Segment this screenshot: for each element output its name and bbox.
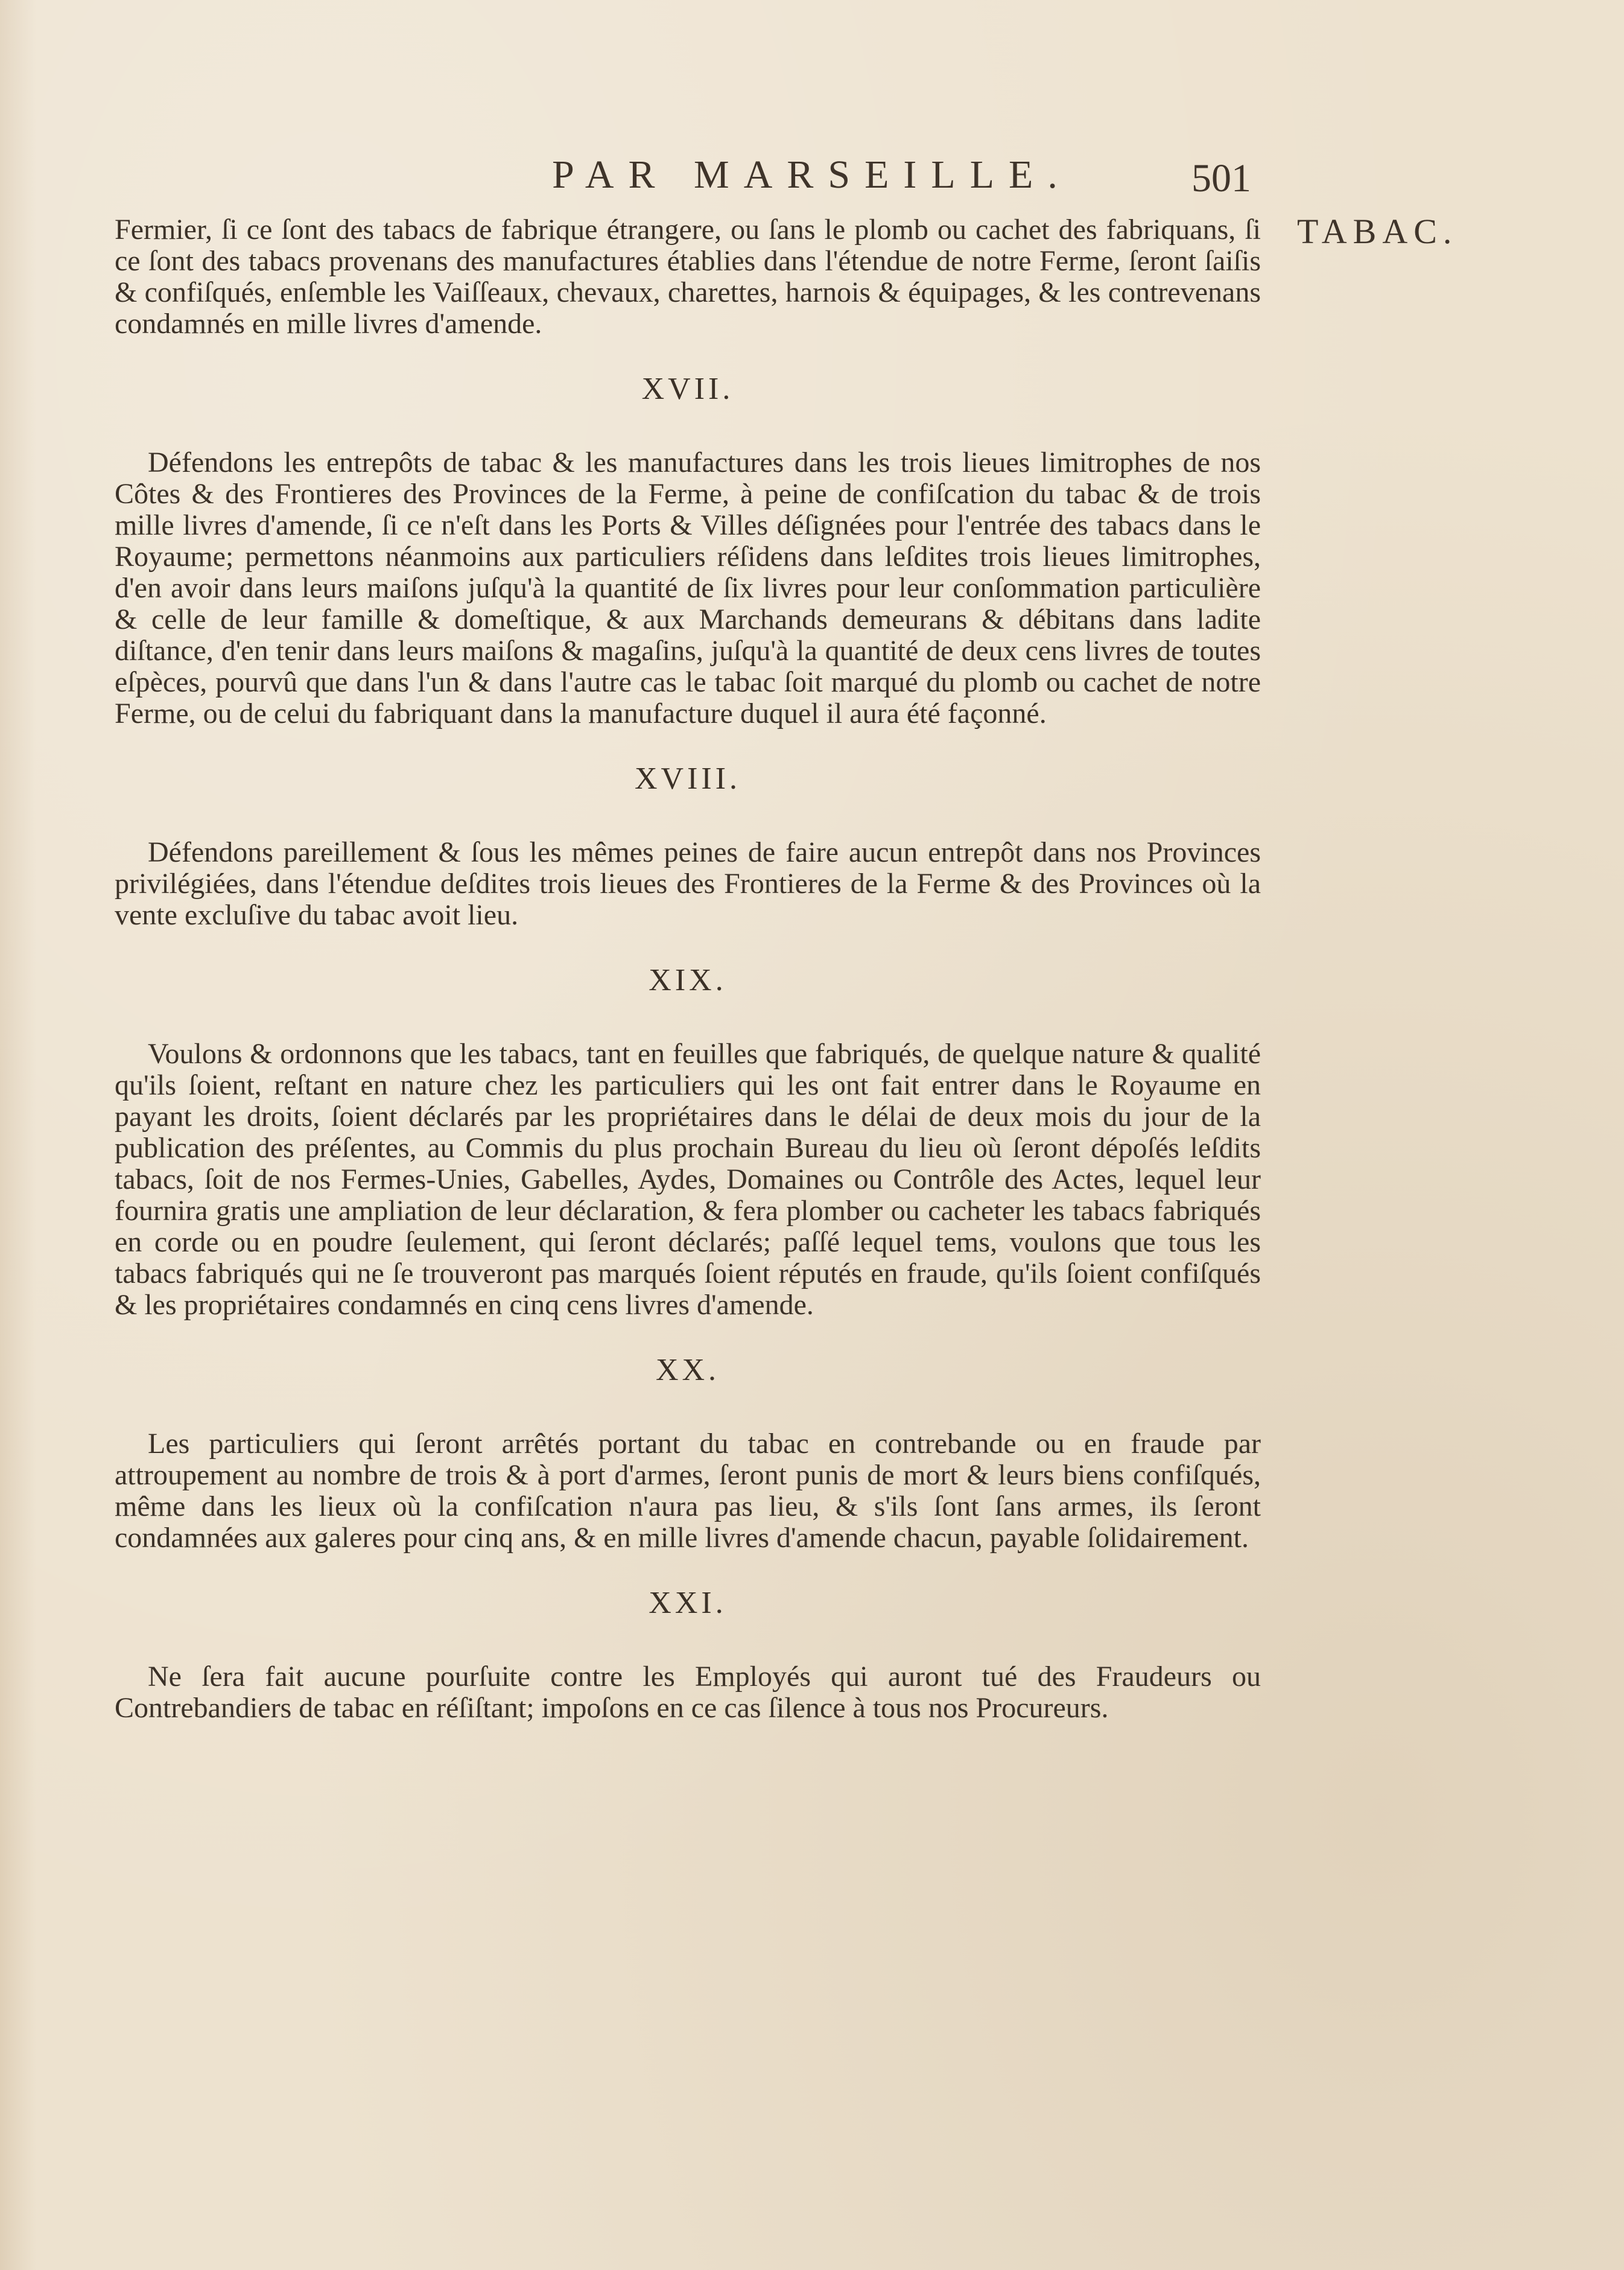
article-heading-xx: XX. xyxy=(655,1353,720,1387)
article-text-xxi: Ne ſera fait aucune pourſuite contre les Employés qui auront tué des Fraudeurs ou Contrebandiers de tabac en réſiſtant; impoſons en ce cas ſilence à tous nos Procureurs. xyxy=(115,1661,1261,1724)
article-heading-xxi: XXI. xyxy=(649,1586,727,1620)
article-text-xx: Les particuliers qui ſeront arrêtés portant du tabac en contrebande ou en fraude par attroupement au nombre de trois & à port d'armes, ſeront punis de mort & leurs biens confiſqués, même dans les lieux où la confiſcation n'aura pas lieu, & s'ils ſont ſans armes, ils ſeront condamnées aux galeres pour cinq ans, & en mille livres d'amende chacun, payable ſolidairement. xyxy=(115,1428,1261,1554)
article-heading-xvii: XVII. xyxy=(641,372,734,406)
article-heading-xviii: XVIII. xyxy=(634,761,741,796)
running-header: PAR MARSEILLE. xyxy=(552,153,1072,197)
article-text-xix: Voulons & ordonnons que les tabacs, tant en feuilles que fabriqués, de quelque nature & qualité qu'ils ſoient, reſtant en nature chez les particuliers qui les ont fait entrer dans le Royaume en payant les droits, ſoient déclarés par les propriétaires dans le délai de deux mois du jour de la publication des préſentes, au Commis du plus prochain Bureau du lieu où ſeront dépoſés leſdits tabacs, ſoit de nos Fermes-Unies, Gabelles, Aydes, Domaines ou Contrôle des Actes, lequel leur fournira gratis une ampliation de leur déclaration, & fera plomber ou cacheter les tabacs fabriqués en corde ou en poudre ſeulement, qui ſeront déclarés; paſſé lequel tems, voulons que tous les tabacs fabriqués qui ne ſe trouveront pas marqués ſoient réputés en fraude, qu'ils ſoient confiſqués & les propriétaires condamnés en cinq cens livres d'amende. xyxy=(115,1038,1261,1321)
article-text-xvii: Défendons les entrepôts de tabac & les manufactures dans les trois lieues limitrophes de nos Côtes & des Frontieres des Provinces de la Ferme, à peine de confiſcation du tabac & de trois mille livres d'amende, ſi ce n'eſt dans les Ports & Villes déſignées pour l'entrée des tabacs dans le Royaume; permettons néanmoins aux particuliers réſidens dans leſdites trois lieues limitrophes, d'en avoir dans leurs maiſons juſqu'à la quantité de ſix livres pour leur conſommation particulière & celle de leur famille & domeſtique, & aux Marchands demeurans & débitans dans ladite diſtance, d'en tenir dans leurs maiſons & magaſins, juſqu'à la quantité de deux cens livres de toutes eſpèces, pourvû que dans l'un & dans l'autre cas le tabac ſoit marqué du plomb ou cachet de notre Ferme, ou de celui du fabriquant dans la manufacture duquel il aura été façonné. xyxy=(115,447,1261,730)
article-text-xviii: Défendons pareillement & ſous les mêmes peines de faire aucun entrepôt dans nos Provinces privilégiées, dans l'étendue deſdites trois lieues des Frontieres de la Ferme & des Provinces où la vente excluſive du tabac avoit lieu. xyxy=(115,836,1261,931)
margin-note: TABAC. xyxy=(1297,212,1458,251)
article-heading-xix: XIX. xyxy=(649,963,727,997)
document-body xyxy=(115,214,1261,1724)
continuation-paragraph: Fermier, ſi ce ſont des tabacs de fabrique étrangere, ou ſans le plomb ou cachet des fabriquans, ſi ce ſont des tabacs provenans des manufactures établies dans l'étendue de notre Ferme, ſeront ſaiſis & confiſqués, enſemble les Vaiſſeaux, chevaux, charettes, harnois & équipages, & les contrevenans condamnés en mille livres d'amende. xyxy=(115,214,1261,340)
page-number: 501 xyxy=(1191,156,1251,200)
